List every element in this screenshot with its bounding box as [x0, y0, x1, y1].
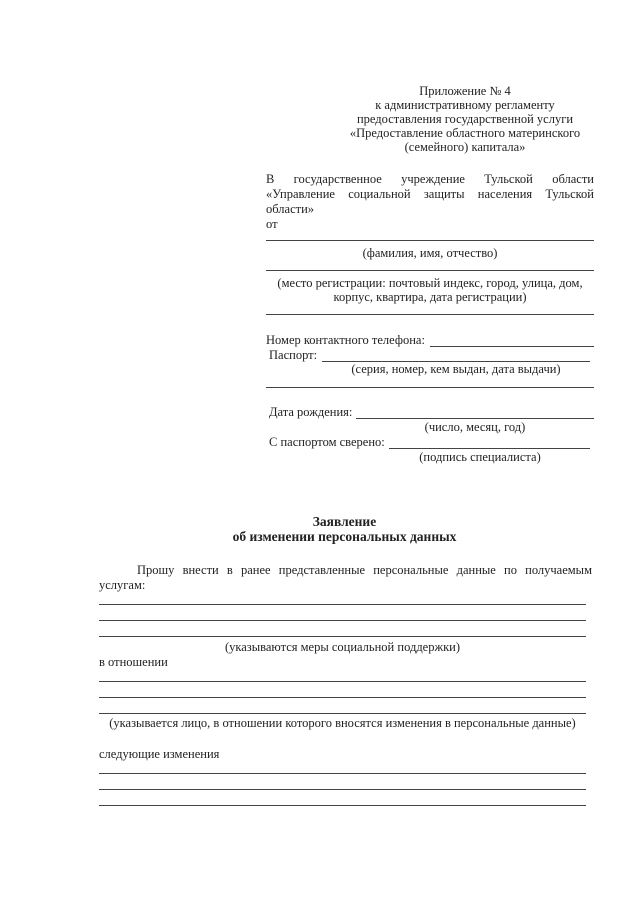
measures-field-2[interactable]: [99, 620, 586, 621]
measures-field-1[interactable]: [99, 604, 586, 605]
verified-signature-field[interactable]: [389, 448, 590, 449]
birthdate-caption: (число, месяц, год): [424, 420, 526, 434]
person-field-1[interactable]: [99, 681, 586, 682]
regarding-label: в отношении: [99, 655, 168, 669]
registration-field-2[interactable]: [266, 314, 594, 315]
registration-caption-1: (место регистрации: почтовый индекс, город, улица, дом,: [277, 276, 583, 290]
appendix-regulation: к административному регламенту: [375, 98, 555, 112]
person-field-3[interactable]: [99, 713, 586, 714]
passport-label: Паспорт:: [269, 348, 318, 362]
appendix-number: Приложение № 4: [419, 84, 511, 98]
statement-title: Заявление: [312, 514, 377, 529]
verified-label: С паспортом сверено:: [269, 435, 385, 449]
registration-field[interactable]: [266, 270, 594, 271]
from-label: от: [266, 217, 278, 231]
changes-label: следующие изменения: [99, 747, 220, 761]
phone-label: Номер контактного телефона:: [266, 333, 425, 347]
phone-field[interactable]: [430, 346, 594, 347]
intro-line-2: услугам:: [99, 578, 146, 592]
appendix-service: предоставления государственной услуги: [356, 112, 574, 126]
addressee-line-1: В государственное учреждение Тульской области: [266, 172, 594, 186]
changes-field-2[interactable]: [99, 789, 586, 790]
appendix-service-name-2: (семейного) капитала»: [404, 140, 526, 154]
person-caption: (указывается лицо, в отношении которого вносятся изменения в персональные данные): [109, 716, 576, 730]
person-field-2[interactable]: [99, 697, 586, 698]
measures-field-3[interactable]: [99, 636, 586, 637]
changes-field-1[interactable]: [99, 773, 586, 774]
addressee-line-2: «Управление социальной защиты населения Тульской: [266, 187, 594, 201]
fio-field[interactable]: [266, 240, 594, 241]
birthdate-field[interactable]: [356, 418, 594, 419]
changes-field-3[interactable]: [99, 805, 586, 806]
birthdate-label: Дата рождения:: [269, 405, 353, 419]
statement-subtitle: об изменении персональных данных: [232, 529, 457, 544]
appendix-service-name-1: «Предоставление областного материнского: [349, 126, 581, 140]
passport-field-2[interactable]: [266, 387, 594, 388]
verified-caption: (подпись специалиста): [419, 450, 541, 464]
measures-caption: (указываются меры социальной поддержки): [224, 640, 461, 654]
addressee-line-3: области»: [266, 202, 315, 216]
passport-caption: (серия, номер, кем выдан, дата выдачи): [351, 362, 561, 376]
intro-line-1: Прошу внести в ранее представленные персональные данные по получаемым: [137, 563, 592, 577]
registration-caption-2: корпус, квартира, дата регистрации): [333, 290, 527, 304]
fio-caption: (фамилия, имя, отчество): [362, 246, 498, 260]
